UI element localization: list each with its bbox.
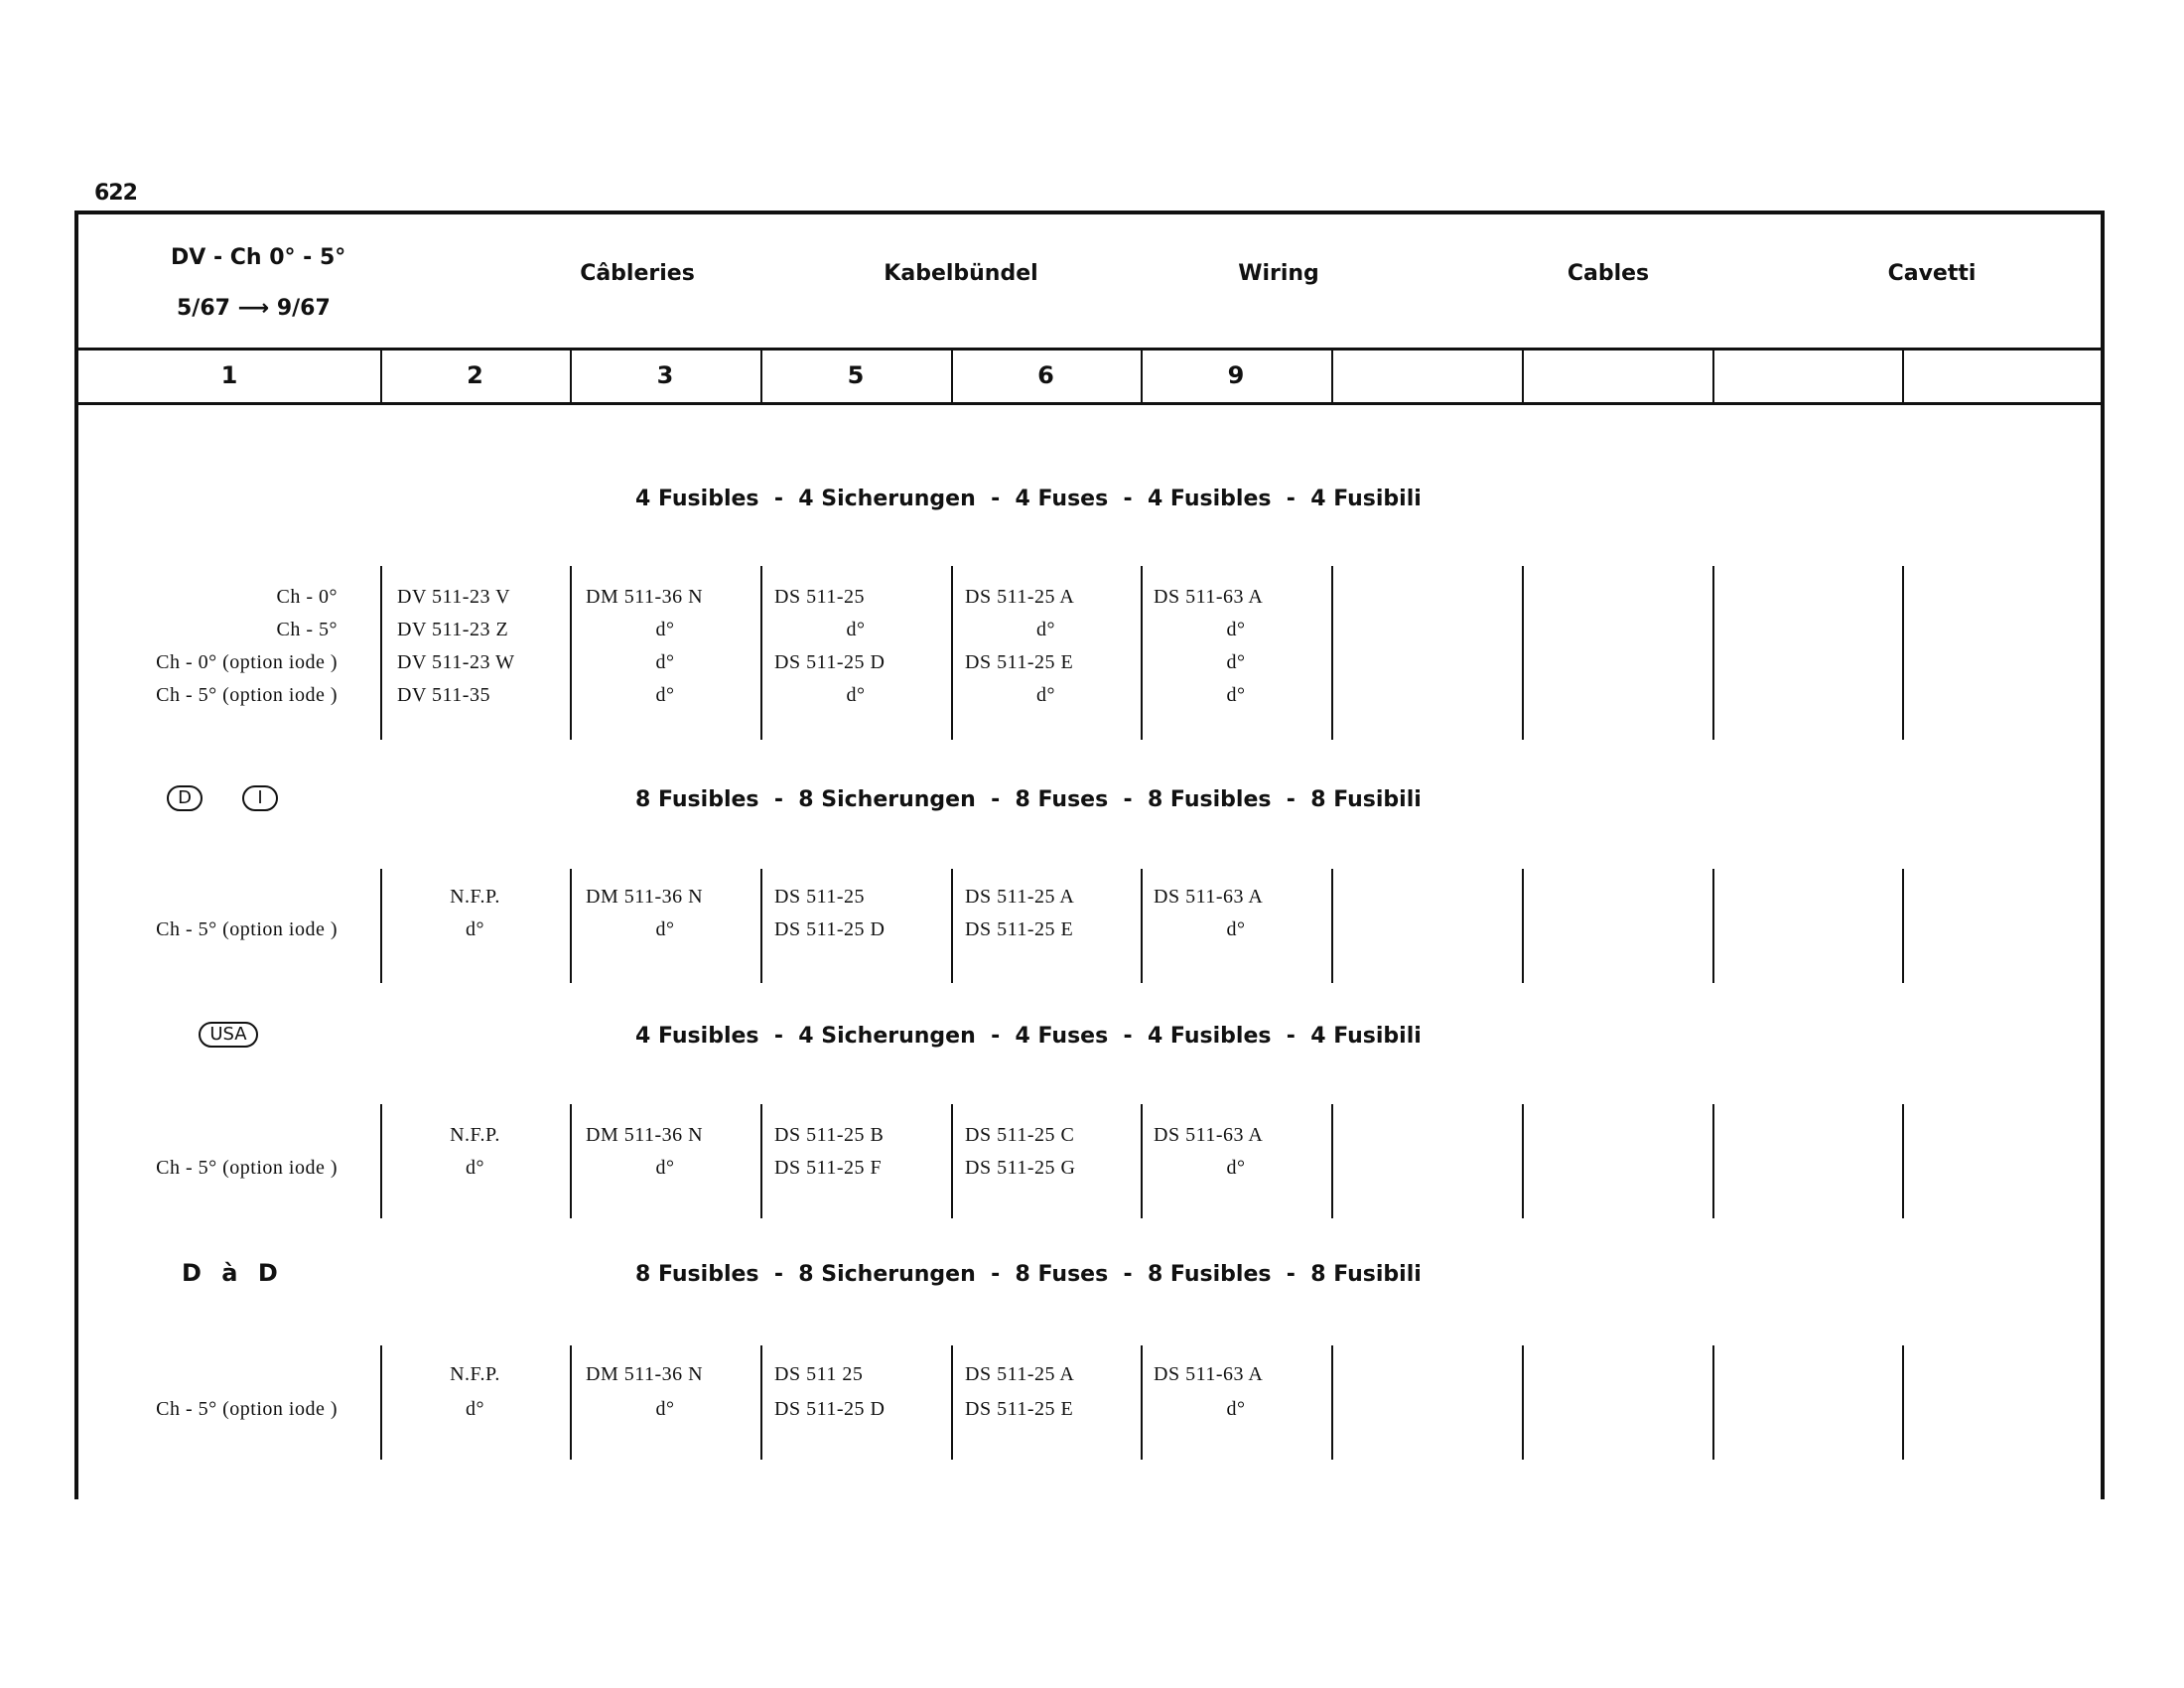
title-english: Wiring	[1238, 261, 1319, 286]
col-sep	[1712, 566, 1714, 740]
part-number-cell: DS 511-25 B	[774, 1124, 885, 1146]
part-number-cell: DS 511-25 E	[965, 918, 1074, 940]
col-sep	[951, 1104, 953, 1218]
part-number-cell: DS 511-25 D	[774, 651, 886, 673]
part-number-cell: DS 511-25 A	[965, 1363, 1075, 1385]
ditto-cell: d°	[655, 1157, 675, 1179]
fuse-count-line: 4 Fusibles - 4 Sicherungen - 4 Fuses - 4 Fusibles - 4 Fusibili	[635, 487, 1422, 511]
part-number-cell: DV 511-23 V	[397, 586, 511, 608]
col-sep	[1902, 869, 1904, 983]
ditto-cell: d°	[466, 918, 484, 940]
col-sep	[1712, 1104, 1714, 1218]
part-number-cell: DS 511-25	[774, 886, 865, 908]
col-sep	[1902, 1104, 1904, 1218]
col-sep	[760, 1104, 762, 1218]
col-sep	[1331, 869, 1333, 983]
column-number-rule	[74, 402, 2105, 405]
ditto-cell: d°	[1226, 619, 1246, 640]
ditto-cell: d°	[1226, 1398, 1246, 1420]
model-cell: Ch - 5° (option iode )	[156, 918, 338, 940]
col-sep	[1902, 566, 1904, 740]
col-sep	[1712, 869, 1714, 983]
column-number: 1	[220, 361, 238, 389]
column-number: 3	[656, 361, 674, 389]
col-sep	[1331, 1345, 1333, 1460]
ditto-cell: d°	[1036, 619, 1055, 640]
model-cell: Ch - 5° (option iode )	[156, 1398, 338, 1420]
col-sep	[1331, 1104, 1333, 1218]
model-cell: Ch - 0° (option iode )	[156, 651, 338, 673]
column-number: 5	[847, 361, 865, 389]
col-sep	[1522, 350, 1524, 403]
part-number-cell: DS 511-63 A	[1154, 586, 1264, 608]
part-number-cell: DS 511-25	[774, 586, 865, 608]
part-number-cell: N.F.P.	[450, 1363, 500, 1385]
part-number-cell: DM 511-36 N	[586, 586, 704, 608]
ditto-cell: d°	[846, 619, 866, 640]
ditto-cell: d°	[1036, 684, 1055, 706]
part-number-cell: DV 511-23 Z	[397, 619, 509, 640]
fuse-count-line: 8 Fusibles - 8 Sicherungen - 8 Fuses - 8 Fusibles - 8 Fusibili	[635, 1262, 1422, 1287]
ditto-cell: d°	[1226, 651, 1246, 673]
part-number-cell: DM 511-36 N	[586, 1124, 704, 1146]
part-number-cell: DS 511-25 F	[774, 1157, 883, 1179]
col-sep	[1712, 1345, 1714, 1460]
part-number-cell: N.F.P.	[450, 886, 500, 908]
country-symbol-d: D	[167, 785, 203, 811]
model-cell: Ch - 5° (option iode )	[156, 1157, 338, 1179]
col-sep	[760, 1345, 762, 1460]
ditto-cell: d°	[466, 1398, 484, 1420]
title-french: Câbleries	[580, 261, 695, 286]
page-number: 622	[94, 181, 137, 206]
part-number-cell: DV 511-23 W	[397, 651, 515, 673]
col-sep	[760, 869, 762, 983]
part-number-cell: DS 511-63 A	[1154, 1124, 1264, 1146]
title-italian: Cavetti	[1887, 261, 1977, 286]
ditto-cell: d°	[655, 918, 675, 940]
col-sep	[1902, 350, 1904, 403]
model-cell: Ch - 5°	[276, 619, 338, 640]
model-cell: Ch - 5° (option iode )	[156, 684, 338, 706]
ditto-cell: d°	[846, 684, 866, 706]
col-sep	[951, 566, 953, 740]
col-sep	[1522, 566, 1524, 740]
ditto-cell: d°	[655, 651, 675, 673]
title-german: Kabelbündel	[884, 261, 1038, 286]
col-sep	[1522, 1345, 1524, 1460]
header-rule	[74, 348, 2105, 351]
col-sep	[1522, 1104, 1524, 1218]
part-number-cell: DS 511-25 D	[774, 918, 886, 940]
period-title: 5/67 ⟶ 9/67	[177, 296, 331, 321]
fuse-count-line: 4 Fusibles - 4 Sicherungen - 4 Fuses - 4 Fusibles - 4 Fusibili	[635, 1024, 1422, 1049]
col-sep	[1902, 1345, 1904, 1460]
part-number-cell: DS 511-25 A	[965, 886, 1075, 908]
col-sep	[1712, 350, 1714, 403]
fuse-count-line: 8 Fusibles - 8 Sicherungen - 8 Fuses - 8 Fusibles - 8 Fusibili	[635, 787, 1422, 812]
col-sep	[951, 869, 953, 983]
part-number-cell: DM 511-36 N	[586, 886, 704, 908]
country-symbol-i: I	[242, 785, 278, 811]
ditto-cell: d°	[1226, 1157, 1246, 1179]
column-number: 9	[1227, 361, 1245, 389]
column-number: 6	[1037, 361, 1054, 389]
part-number-cell: DS 511-25 C	[965, 1124, 1075, 1146]
col-sep	[1331, 566, 1333, 740]
part-number-cell: DS 511-25 G	[965, 1157, 1076, 1179]
col-sep	[1522, 869, 1524, 983]
part-number-cell: DS 511 25	[774, 1363, 864, 1385]
col-sep	[1331, 350, 1333, 403]
col-sep	[951, 1345, 953, 1460]
model-cell: Ch - 0°	[276, 586, 338, 608]
model-title: DV - Ch 0° - 5°	[171, 245, 346, 270]
part-number-cell: DS 511-25 D	[774, 1398, 886, 1420]
part-number-cell: DS 511-63 A	[1154, 1363, 1264, 1385]
title-spanish: Cables	[1567, 261, 1650, 286]
part-number-cell: DS 511-25 E	[965, 651, 1074, 673]
ditto-cell: d°	[1226, 684, 1246, 706]
part-number-cell: N.F.P.	[450, 1124, 500, 1146]
part-number-cell: DS 511-25 E	[965, 1398, 1074, 1420]
col-sep	[760, 566, 762, 740]
country-symbol-usa: USA	[199, 1022, 258, 1048]
part-number-cell: DS 511-25 A	[965, 586, 1075, 608]
col-sep	[380, 566, 382, 740]
ditto-cell: d°	[1226, 918, 1246, 940]
column-number: 2	[467, 361, 483, 389]
part-number-cell: DM 511-36 N	[586, 1363, 704, 1385]
section-label-d-a-d: D à D	[182, 1259, 284, 1287]
ditto-cell: d°	[655, 1398, 675, 1420]
ditto-cell: d°	[466, 1157, 484, 1179]
ditto-cell: d°	[655, 684, 675, 706]
part-number-cell: DV 511-35	[397, 684, 490, 706]
ditto-cell: d°	[655, 619, 675, 640]
part-number-cell: DS 511-63 A	[1154, 886, 1264, 908]
